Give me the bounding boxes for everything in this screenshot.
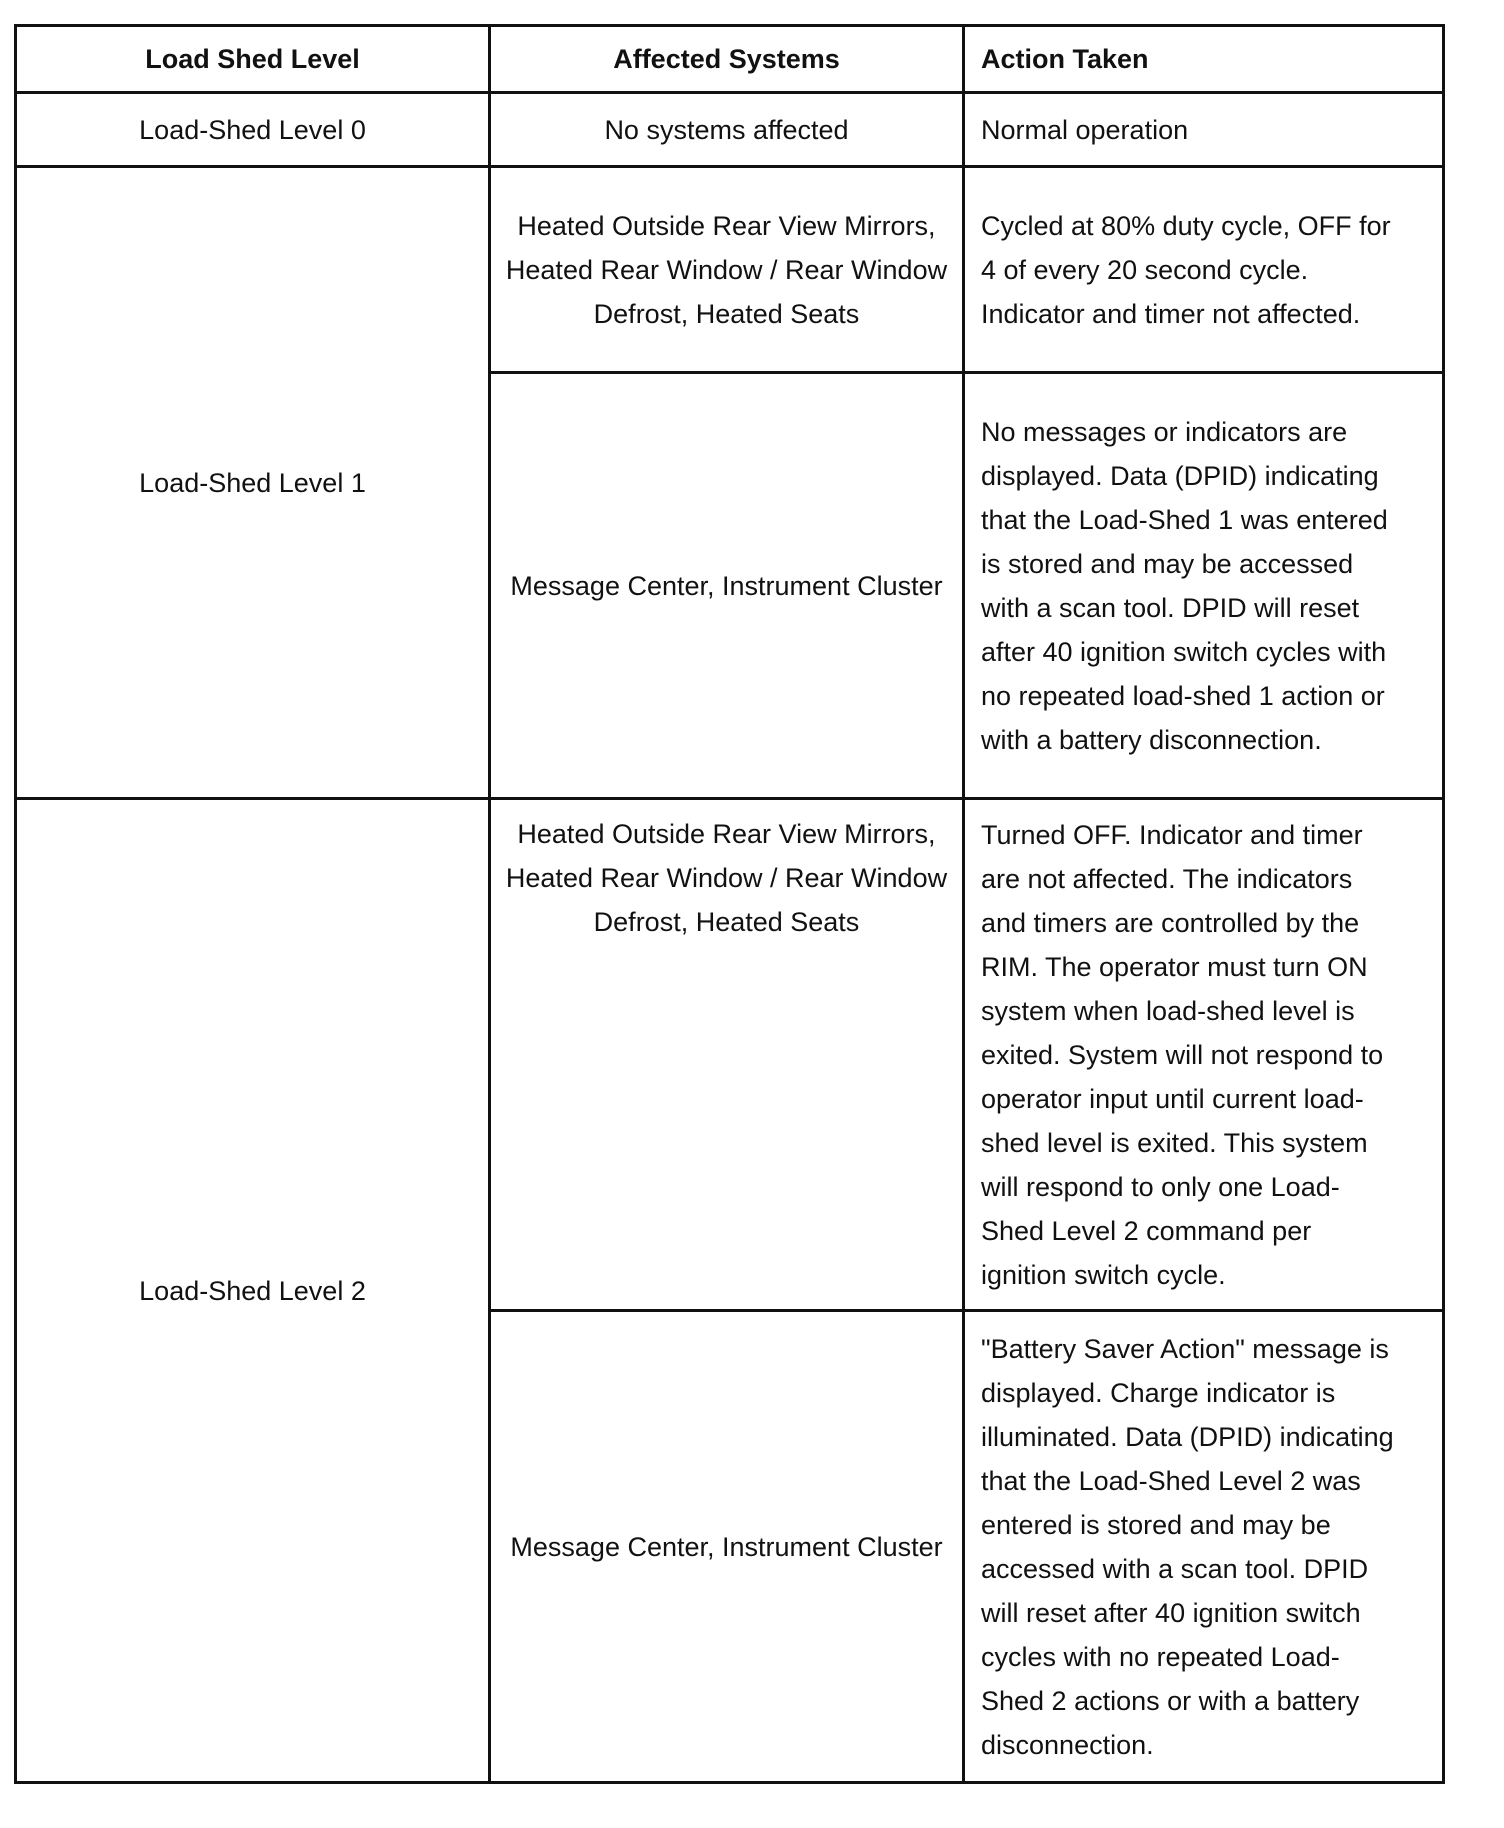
- systems-cell: No systems affected: [490, 93, 964, 167]
- header-row: [16, 26, 1444, 93]
- table-body: [16, 93, 1444, 1783]
- action-cell: Cycled at 80% duty cycle, OFF for 4 of every 20 second cycle. Indicator and timer not affected.: [964, 167, 1444, 373]
- action-cell: "Battery Saver Action" message is displayed. Charge indicator is illuminated. Data (DPID) indicating that the Load-Shed Level 2 was entered is stored and may be accessed with a scan tool. DPID will reset after 40 ignition switch cycles with no repeated Load-Shed 2 actions or with a battery disconnection.: [964, 1311, 1444, 1783]
- level-cell: Load-Shed Level 0: [16, 93, 490, 167]
- level-cell: Load-Shed Level 2: [16, 799, 490, 1783]
- table-row: [16, 799, 1444, 1311]
- table-row: [16, 93, 1444, 167]
- level-cell: Load-Shed Level 1: [16, 167, 490, 799]
- action-cell: Normal operation: [964, 93, 1444, 167]
- systems-cell: Message Center, Instrument Cluster: [490, 373, 964, 799]
- action-cell: Turned OFF. Indicator and timer are not affected. The indicators and timers are controlled by the RIM. The operator must turn ON system when load-shed level is exited. System will not respond to operator input until current load-shed level is exited. This system will respond to only one Load-Shed Level 2 command per ignition switch cycle.: [964, 799, 1444, 1311]
- table-header: [16, 26, 1444, 93]
- action-cell: No messages or indicators are displayed. Data (DPID) indicating that the Load-Shed 1 was entered is stored and may be accessed with a scan tool. DPID will reset after 40 ignition switch cycles with no repeated load-shed 1 action or with a battery disconnection.: [964, 373, 1444, 799]
- header-affected-systems: Affected Systems: [490, 26, 964, 93]
- header-action-taken: Action Taken: [964, 26, 1444, 93]
- table-row: [16, 167, 1444, 373]
- systems-cell: Heated Outside Rear View Mirrors, Heated Rear Window / Rear Window Defrost, Heated Seats: [490, 167, 964, 373]
- systems-cell: Heated Outside Rear View Mirrors, Heated Rear Window / Rear Window Defrost, Heated Seats: [490, 799, 964, 1311]
- header-load-shed-level: Load Shed Level: [16, 26, 490, 93]
- load-shed-table: [14, 24, 1445, 1784]
- systems-cell: Message Center, Instrument Cluster: [490, 1311, 964, 1783]
